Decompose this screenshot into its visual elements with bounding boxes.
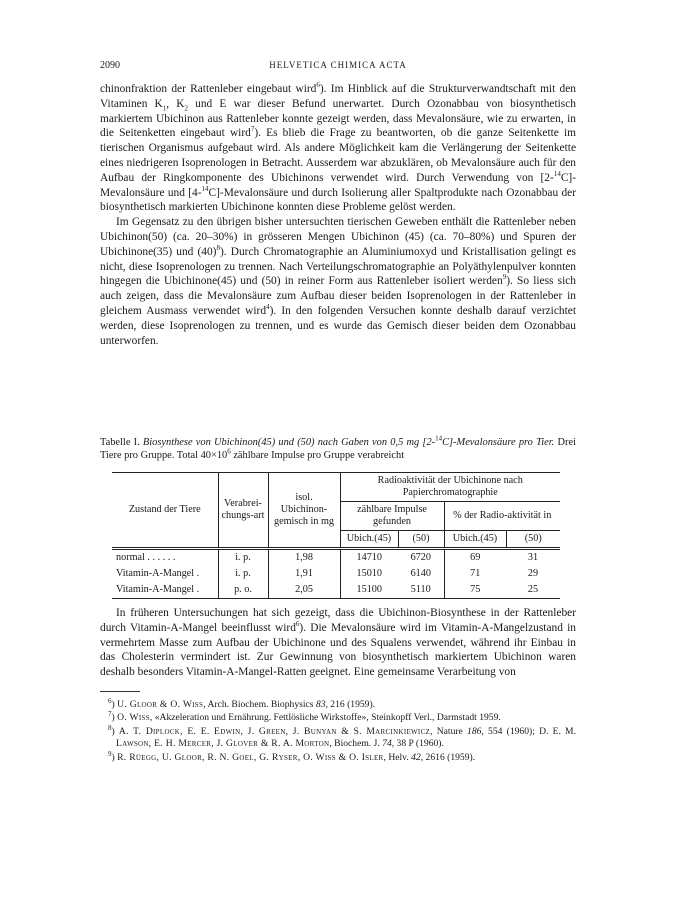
header-u50-impulse: (50)	[398, 531, 444, 549]
header-verabreichungsart: Verabrei-chungs-art	[218, 473, 268, 549]
body-text-bottom	[100, 606, 576, 680]
footnote-rule	[100, 691, 140, 692]
header-ubich45-impulse: Ubich.(45)	[340, 531, 398, 549]
footnote-7: $^7$) O. Wiss, «Akzeleration und Ernährung. Fettlösliche Wirkstoffe», Steinkopff Verl., Darmstadt 1959.	[108, 710, 501, 724]
table-row: Vitamin-A-Mangel . p. o. 2,05 15100 5110 75 25	[112, 582, 560, 599]
header-zustand: Zustand der Tiere	[112, 473, 218, 549]
paragraph-2: Im Gegensatz zu den übrigen bisher untersuchten tierischen Geweben enthält die Rattenleber neben Ubichinon(50) (ca. 20–30%) in grösseren Mengen Ubichinon (45) (ca. 70–80%) und Spuren der Ubichinone(35) und $(40)^8$). Durch Chromatographie an Aluminiumoxyd und Kristallisation gelingt es nicht, diese Isoprenologen zu trennen. Nach Verteilungschromatographie an Polyäthylenpulver konnten hingegen die Ubichinone(45) und (50) in reiner Form aus Rattenleber isoliert werden$^9$). So liess sich auch zeigen, dass die Mevalonsäure zum Aufbau dieser beiden Isoprenologen in der Rattenleber in gleichem Ausmass verwendet wird$^4$). In den folgenden Versuchen konnte deshalb darauf verzichtet werden, diese Isoprenologen zu trennen, und es wurde das Gemisch dieser beiden dem Ozonabbau unterworfen.	[100, 216, 576, 347]
header-ubich45-prozent: Ubich.(45)	[444, 531, 506, 549]
table-row: normal . . . . . . i. p. 1,98 14710 6720 69 31	[112, 549, 560, 567]
data-table	[112, 472, 560, 599]
running-header	[100, 60, 576, 74]
paragraph-3: In früheren Untersuchungen hat sich gezeigt, dass die Ubichinon-Biosynthese in der Rattenleber durch Vitamin-A-Mangel beeinflusst wird$^6$). Die Mevalonsäure wird im Vitamin-A-Mangelzustand in vermehrtem Masse zum Aufbau der Ubichinone und des Squalens verwendet, während ihr Einbau in das Cholesterin vermindert ist. Zur Gewinnung von biosynthetisch markiertem Ubichinon waren deshalb besonders Vitamin-A-Mangel-Ratten geeignet. Eine gemeinsame Verarbeitung von	[100, 607, 576, 679]
journal-name: HELVETICA CHIMICA ACTA	[269, 60, 407, 70]
paragraph-1: chinonfraktion der Rattenleber eingebaut wird$^6$). Im Hinblick auf die Strukturverwandtschaft mit den Vitaminen $K_1$, $K_2$ und E war dieser Befund unerwartet. Durch Ozonabbau von biosynthetisch markiertem Ubichinon aus Rattenleber konnte gezeigt werden, dass Mevalonsäure, wie zu erwarten, in die Seitenketten eingebaut wird$^7$). Es blieb die Frage zu beantworten, ob die ganze Seitenkette im tierischen Organismus aufgebaut wird. Als andere Möglichkeit kam die Verlängerung der Seitenkette eines niedrigeren Isoprenologen in Betracht. Ausserdem war abzuklären, ob Mevalonsäure auch für den Aufbau der Ringkomponente des Ubichinons verwendet wird. Durch Verwendung von [2-$^{14}$C]-Mevalonsäure und [4-$^{14}$C]-Mevalonsäure und durch Isolierung aller Spaltprodukte nach Ozonabbau der biosynthetisch markierten Ubichinone konnten diese Probleme gelöst werden.	[100, 81, 577, 214]
footnotes	[100, 696, 576, 765]
header-zaehlbare-impulse: zählbare Impulse gefunden	[340, 502, 444, 531]
table-caption: Tabelle I. Biosynthese von Ubichinon(45) und (50) nach Gaben von 0,5 mg [2-$^{14}$C]-Mevalonsäure pro Tier. Drei Tiere pro Gruppe. Total $40\times 10^6$ zählbare Impulse pro Gruppe verabreicht	[100, 434, 576, 461]
header-radioaktivitaet: Radioaktivität der Ubichinone nach Papierchromatographie	[340, 473, 560, 502]
header-prozent-radioaktivitaet: % der Radio-aktivität in	[444, 502, 560, 531]
footnote-8: $^8$) A. T. Diplock, E. E. Edwin, J. Green, J. Bunyan & S. Marcinkiewicz, Nature 186, 554 (1960); D. E. M. Lawson, E. H. Mercer, J. Glover & R. A. Morton, Biochem. J. 74, 38 P (1960).	[108, 723, 576, 750]
header-isol-ubichinongemisch: isol. Ubichinon-gemisch in mg	[268, 473, 340, 549]
footnote-9: $^9$) R. Rüegg, U. Gloor, R. N. Goel, G. Ryser, O. Wiss & O. Isler, Helv. 42, 2616 (1959).	[108, 749, 476, 763]
footnote-6: $^6$) U. Gloor & O. Wiss, Arch. Biochem. Biophysics 83, 216 (1959).	[108, 696, 376, 710]
page-number: 2090	[100, 60, 120, 71]
table-row: Vitamin-A-Mangel . i. p. 1,91 15010 6140 71 29	[112, 566, 560, 582]
header-u50-prozent: (50)	[506, 531, 560, 549]
body-text-top	[100, 82, 576, 348]
